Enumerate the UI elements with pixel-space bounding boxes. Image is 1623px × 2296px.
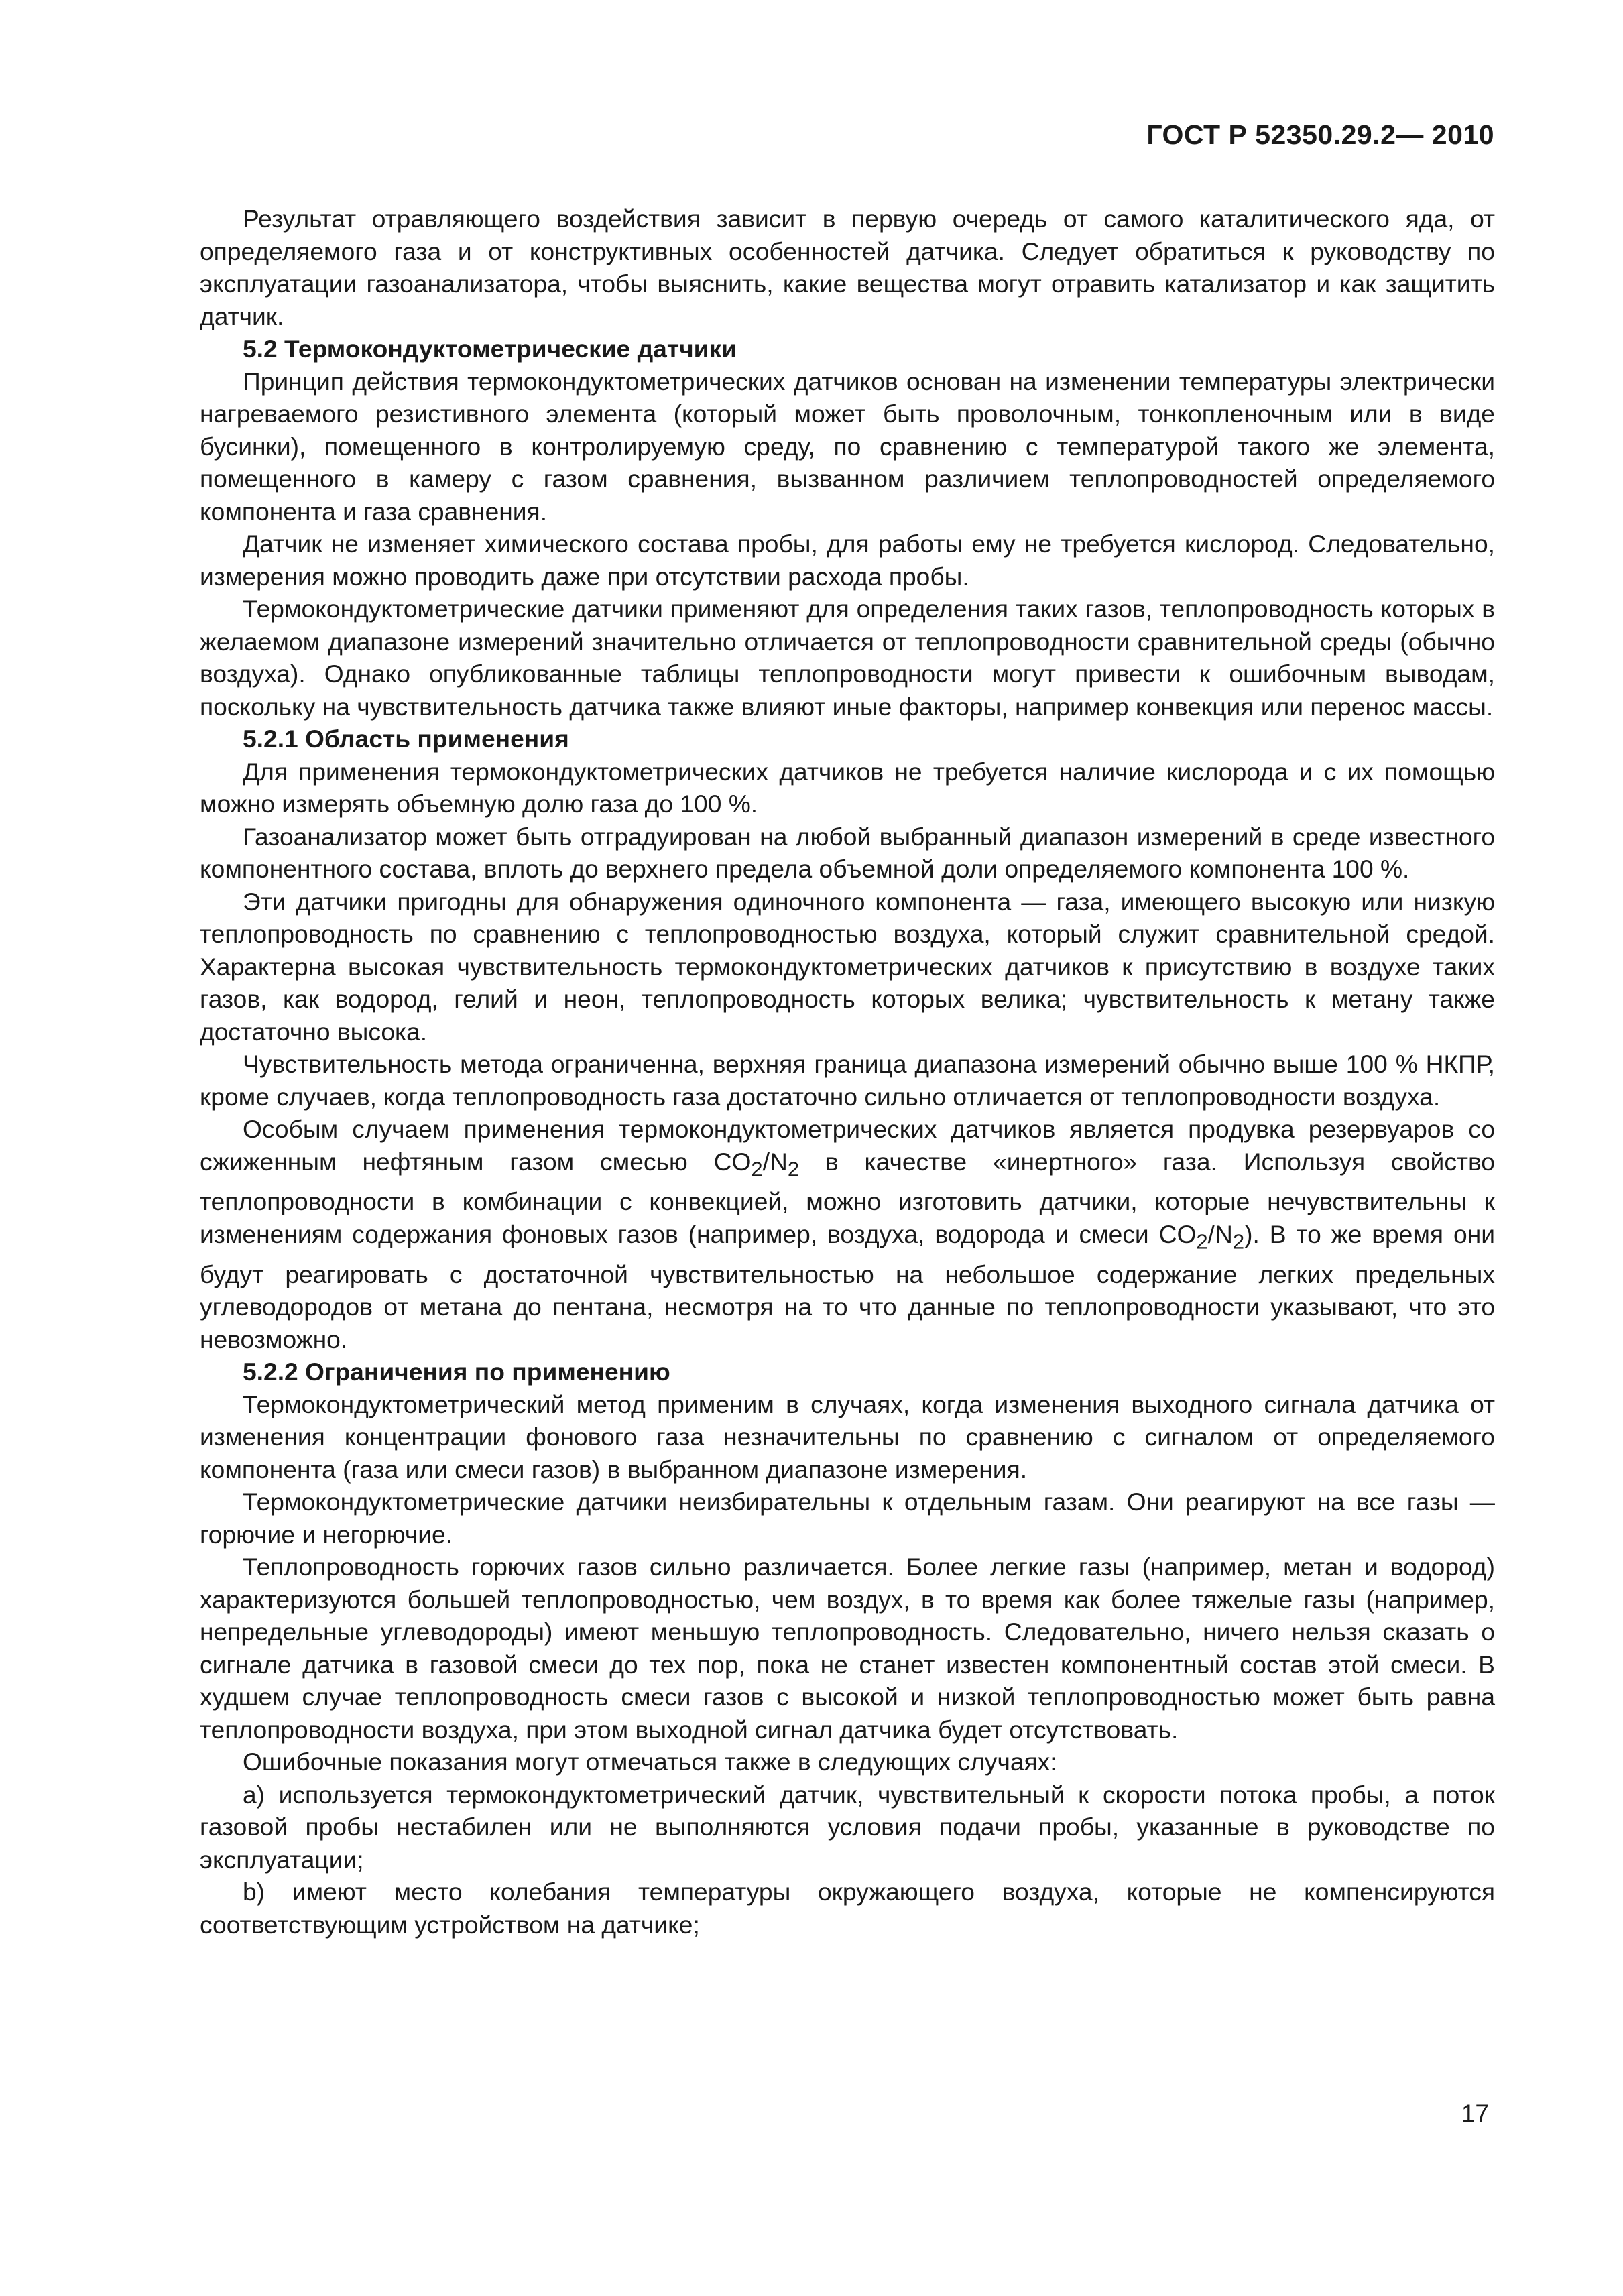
standard-header: ГОСТ Р 52350.29.2— 2010 <box>1146 119 1494 150</box>
text-run: ). В то же время они будут реагировать с достаточной чувствительностью на небольшое содержание легких предельных углеводородов от метана до пентана, несмотря на то что данные по теплопроводности указывают, что это невозможно. <box>200 1219 1495 1353</box>
paragraph: Термокондуктометрический метод применим в случаях, когда изменения выходного сигнала датчика от изменения концентрации фонового газа незначительны по сравнению с сигналом от определяемого компонента (газа или смеси газов) в выбранном диапазоне измерения. <box>200 1390 1495 1484</box>
text-run: в качестве «инертного» газа. Используя свойство теплопроводности в комбинации с конвекцией, можно изготовить датчики, которые нечувствительны к изменениям содержания фоновых газов (например, воздуха, водорода и смеси CO <box>200 1147 1495 1248</box>
body-text <box>200 202 1495 1941</box>
paragraph: Принцип действия термокондуктометрических датчиков основан на изменении температуры электрически нагреваемого резистивного элемента (который может быть проволочным, тонкопленочным или в виде бусинки), помещенного в контролируемую среду, по сравнению с температурой такого же элемента, помещенного в камеру с газом сравнения, вызванном различием теплопроводностей определяемого компонента и газа сравнения. <box>200 367 1495 526</box>
paragraph: Чувствительность метода ограниченна, верхняя граница диапазона измерений обычно выше 100 % НКПР, кроме случаев, когда теплопроводность газа достаточно сильно отличается от теплопроводности воздуха. <box>200 1050 1495 1111</box>
text-run: Особым случаем применения термокондуктометрических датчиков является продувка резервуаров со сжиженным нефтяным газом смесью CO <box>200 1115 1495 1176</box>
paragraph: Датчик не изменяет химического состава пробы, для работы ему не требуется кислород. Следовательно, измерения можно проводить даже при отсутствии расхода пробы. <box>200 530 1495 591</box>
paragraph: Термокондуктометрические датчики применяют для определения таких газов, теплопроводность которых в желаемом диапазоне измерений значительно отличается от теплопроводности сравнительной среды (обычно воздуха). Однако опубликованные таблицы теплопроводности могут привести к ошибочным выводам, поскольку на чувствительность датчика также влияют иные факторы, например конвекция или перенос массы. <box>200 595 1495 721</box>
section-heading-5-2: 5.2 Термокондуктометрические датчики <box>243 335 737 363</box>
subscript: 2 <box>751 1156 763 1181</box>
text-run: /N <box>1207 1219 1233 1248</box>
subscript: 2 <box>1196 1229 1208 1254</box>
paragraph: Термокондуктометрические датчики неизбирательны к отдельным газам. Они реагируют на все газы — горючие и негорючие. <box>200 1488 1495 1549</box>
paragraph: Для применения термокондуктометрических датчиков не требуется наличие кислорода и с их помощью можно измерять объемную долю газа до 100 %. <box>200 757 1495 818</box>
paragraph: Эти датчики пригодны для обнаружения одиночного компонента — газа, имеющего высокую или низкую теплопроводность по сравнению с теплопроводностью воздуха, который служит сравнительной средой. Характерна высокая чувствительность термокондуктометрических датчиков к присутствию в воздухе таких газов, как водород, гелий и неон, теплопроводность которых велика; чувствительность к метану также достаточно высока. <box>200 887 1495 1046</box>
page-number: 17 <box>1461 2100 1489 2127</box>
list-item-b: b) имеют место колебания температуры окружающего воздуха, которые не компенсируются соответствующим устройством на датчике; <box>200 1878 1495 1939</box>
paragraph-co2-n2 <box>200 1113 1495 1355</box>
section-heading-5-2-1: 5.2.1 Область применения <box>243 725 569 753</box>
paragraph: Газоанализатор может быть отградуирован на любой выбранный диапазон измерений в среде известного компонентного состава, вплоть до верхнего предела объемной доли определяемого компонента 100 %. <box>200 822 1495 883</box>
text-run: /N <box>762 1147 788 1176</box>
paragraph: Теплопроводность горючих газов сильно различается. Более легкие газы (например, метан и водород) характеризуются большей теплопроводностью, чем воздух, в то время как более тяжелые газы (например, непредельные углеводороды) имеют меньшую теплопроводность. Следовательно, ничего нельзя сказать о сигнале датчика в газовой смеси до тех пор, пока не станет известен компонентный состав этой смеси. В худшем случае теплопроводность смеси газов с высокой и низкой теплопроводностью может быть равна теплопроводности воздуха, при этом выходной сигнал датчика будет отсутствовать. <box>200 1553 1495 1744</box>
paragraph: Результат отравляющего воздействия зависит в первую очередь от самого каталитического яда, от определяемого газа и от конструктивных особенностей датчика. Следует обратиться к руководству по эксплуатации газоанализатора, чтобы выяснить, какие вещества могут отравить катализатор и как защитить датчик. <box>200 204 1495 330</box>
subscript: 2 <box>787 1156 800 1181</box>
paragraph: Ошибочные показания могут отмечаться также в следующих случаях: <box>243 1748 1057 1776</box>
section-heading-5-2-2: 5.2.2 Ограничения по применению <box>243 1357 670 1386</box>
subscript: 2 <box>1232 1229 1245 1254</box>
list-item-a: а) используется термокондуктометрический датчик, чувствительный к скорости потока пробы, а поток газовой пробы нестабилен или не выполняются условия подачи пробы, указанные в руководстве по эксплуатации; <box>200 1780 1495 1874</box>
